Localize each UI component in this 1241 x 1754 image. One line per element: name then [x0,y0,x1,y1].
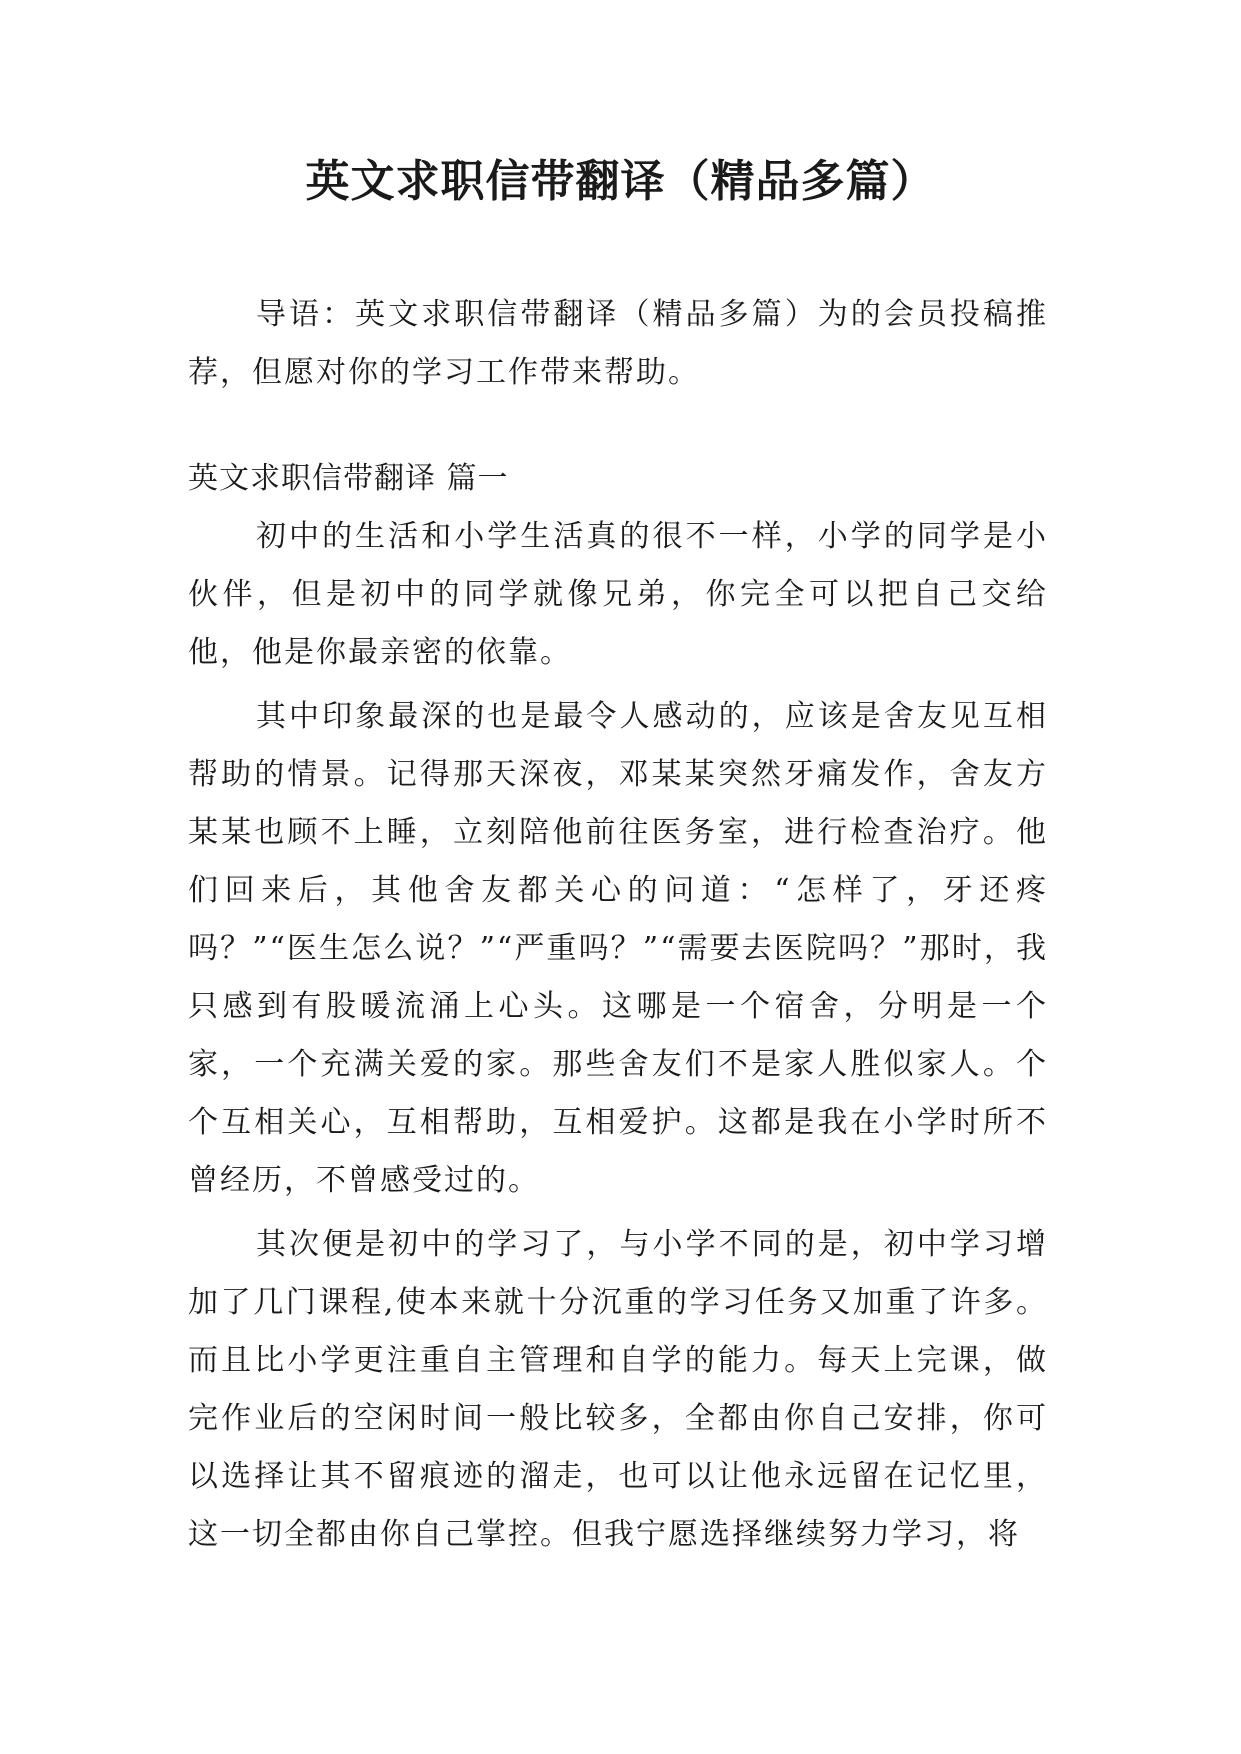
spacer [188,402,1048,450]
document-body [188,286,1048,1564]
body-paragraph-1: 初中的生活和小学生活真的很不一样，小学的同学是小伙伴，但是初中的同学就像兄弟，你完全可以把自己交给他，他是你最亲密的依靠。 [188,519,1048,670]
body-paragraph-3: 其次便是初中的学习了，与小学不同的是，初中学习增加了几门课程,使本来就十分沉重的学习任务又加重了许多。而且比小学更注重自主管理和自学的能力。每天上完课，做完作业后的空闲时间一般比较多，全都由你自己安排，你可以选择让其不留痕迹的溜走，也可以让他永远留在记忆里，这一切全都由你自己掌控。但我宁愿选择继续努力学习，将 [188,1227,1048,1552]
intro-paragraph: 导语：英文求职信带翻译（精品多篇）为的会员投稿推荐，但愿对你的学习工作带来帮助。 [188,297,1048,390]
body-paragraph-2: 其中印象最深的也是最令人感动的，应该是舍友见互相帮助的情景。记得那天深夜，邓某某突然牙痛发作，舍友方某某也顾不上睡，立刻陪他前往医务室，进行检查治疗。他们回来后，其他舍友都关心的问道：“怎样了，牙还疼吗？”“医生怎么说？”“严重吗？”“需要去医院吗？”那时，我只感到有股暖流涌上心头。这哪是一个宿舍，分明是一个家，一个充满关爱的家。那些舍友们不是家人胜似家人。个个互相关心，互相帮助，互相爱护。这都是我在小学时所不曾经历，不曾感受过的。 [188,699,1048,1198]
section-heading: 英文求职信带翻译 篇一 [188,461,509,496]
document-title: 英文求职信带翻译（精品多篇） [305,156,936,207]
